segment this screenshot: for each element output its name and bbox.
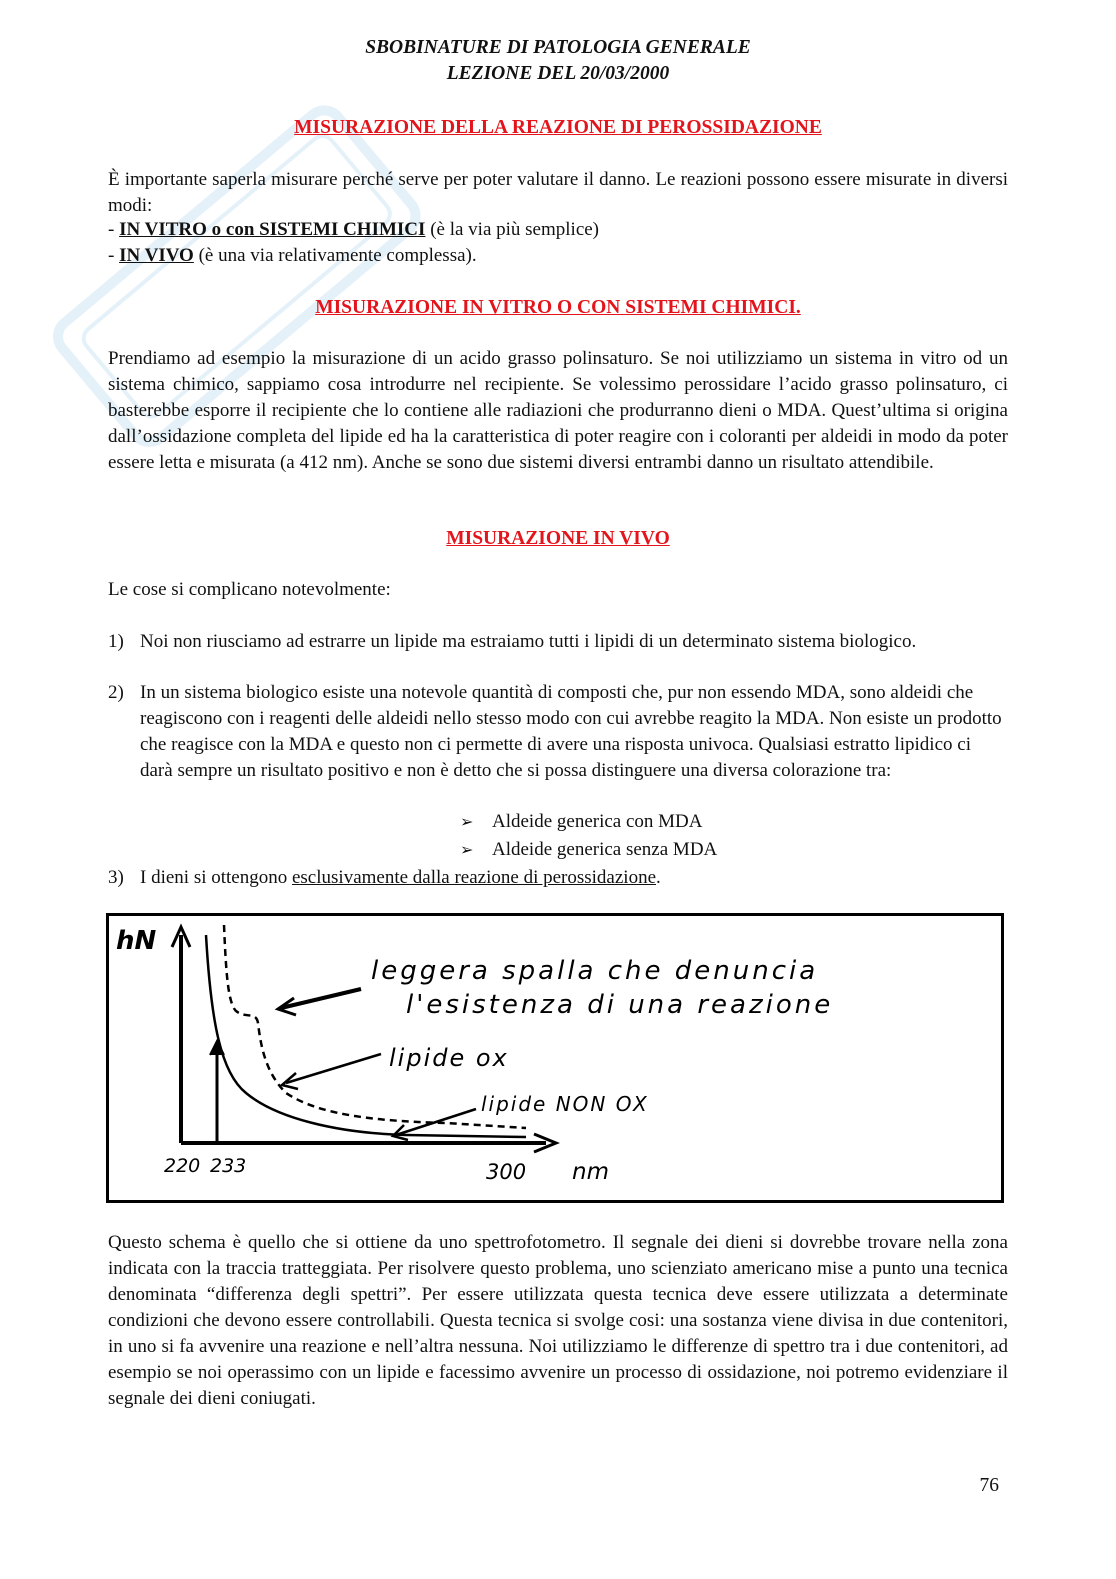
- list-item-2: In un sistema biologico esiste una notevole quantità di composti che, pur non essendo MDA, sono aldeidi che reagiscono con i reagenti delle aldeidi nello stesso modo con cui avrebbe reagito la MDA. Non esiste un prodotto che reagisce con la MDA e questo non ci permette di avere una risposta univoca. Qualsiasi estratto lipidico ci darà sempre un risultato positivo e non è detto che si possa distinguere una diversa colorazione tra:: [140, 682, 1002, 781]
- arrow-bullet-icon: ➢: [460, 840, 474, 859]
- list-number-2: 2): [108, 682, 124, 703]
- method-bullet-vivo: [108, 243, 477, 269]
- list-item-1: Noi non riusciamo ad estrarre un lipide ma estraiamo tutti i lipidi di un determinato sistema biologico.: [140, 631, 917, 652]
- sub-bullet-without-mda: [460, 837, 717, 863]
- spectrum-paragraph: Questo schema è quello che si ottiene da uno spettrofotometro. Il segnale dei dieni si dovrebbe trovare nella zona indicata con la traccia tratteggiata. Per risolvere questo problema, uno scienziato americano mise a punto una tecnica denominata “differenza degli spettri”. Per essere utilizzata questa tecnica deve essere utilizzata a determinate condizioni che devono essere controllabili. Questa tecnica si svolge cosi: una sostanza viene divisa in due contenitori, in uno si fa avvenire una reazione e nell’altra nessuna. Noi utilizziamo le differenze di spettro tra i due contenitori, ad esempio se noi operassimo con un lipide e facessimo avvenire un processo di ossidazione, noi potremo evidenziare il segnale dei dieni coniugati.: [108, 1232, 1008, 1409]
- list-item-3-underlined: esclusivamente dalla reazione di perossidazione: [291, 867, 656, 888]
- vivo-intro: Le cose si complicano notevolmente:: [108, 579, 391, 600]
- sub-bullet-text: Aldeide generica con MDA: [492, 811, 703, 832]
- spectrum-figure: [106, 913, 1004, 1203]
- sub-bullet-with-mda: [460, 809, 703, 835]
- method-vitro-note: (è la via più semplice): [425, 219, 600, 240]
- list-item-3-period: .: [656, 867, 661, 888]
- annotation-shoulder-line1: leggera spalla che denuncia: [371, 956, 819, 986]
- arrow-bullet-icon: ➢: [460, 812, 474, 831]
- label-lipide-ox: lipide ox: [389, 1044, 509, 1072]
- x-axis-unit: nm: [572, 1159, 609, 1185]
- header-lecture-date: LEZIONE DEL 20/03/2000: [446, 63, 670, 84]
- sub-bullet-text: Aldeide generica senza MDA: [492, 839, 718, 860]
- section-title-vitro: MISURAZIONE IN VITRO O CON SISTEMI CHIMICI.: [315, 297, 801, 318]
- list-number-1: 1): [108, 631, 124, 652]
- section-title-perossidazione: MISURAZIONE DELLA REAZIONE DI PEROSSIDAZIONE: [294, 117, 822, 138]
- tick-300: 300: [486, 1160, 527, 1184]
- header-course-title: SBOBINATURE DI PATOLOGIA GENERALE: [365, 37, 751, 58]
- bullet-dash: -: [108, 219, 120, 240]
- tick-233: 233: [210, 1155, 247, 1177]
- list-item-3: [140, 865, 1008, 891]
- method-vivo-note: (è una via relativamente complessa).: [193, 245, 477, 266]
- intro-paragraph: È importante saperla misurare perché serve per poter valutare il danno. Le reazioni possono essere misurate in diversi modi:: [108, 169, 1008, 216]
- method-vitro-label: IN VITRO o con SISTEMI CHIMICI: [119, 219, 426, 240]
- section-title-vivo: MISURAZIONE IN VIVO: [446, 528, 670, 549]
- label-lipide-non-ox: lipide NON OX: [481, 1092, 649, 1116]
- annotation-shoulder-line2: l'esistenza di una reazione: [406, 990, 834, 1020]
- vitro-paragraph: Prendiamo ad esempio la misurazione di un acido grasso polinsaturo. Se noi utilizziamo un sistema in vitro od un sistema chimico, sappiamo cosa introdurre nel recipiente. Se volessimo perossidare l’acido grasso polinsaturo, ci basterebbe esporre il recipiente che lo contiene alle radiazioni che produrranno dieni o MDA. Quest’ultima si origina dall’ossidazione completa del lipide ed ha la caratteristica di poter reagire con i coloranti per aldeidi in modo da poter essere letta e misurata (a 412 nm). Anche se sono due sistemi diversi entrambi danno un risultato attendibile.: [108, 348, 1008, 473]
- page-number: 76: [979, 1475, 999, 1496]
- tick-220: 220: [164, 1155, 201, 1177]
- list-number-3: 3): [108, 867, 124, 888]
- list-item-3-text: I dieni si ottengono: [140, 867, 292, 888]
- y-axis-label: hN: [116, 926, 157, 956]
- bullet-dash: -: [108, 245, 120, 266]
- method-vivo-label: IN VIVO: [119, 245, 194, 266]
- method-bullet-vitro: [108, 217, 599, 243]
